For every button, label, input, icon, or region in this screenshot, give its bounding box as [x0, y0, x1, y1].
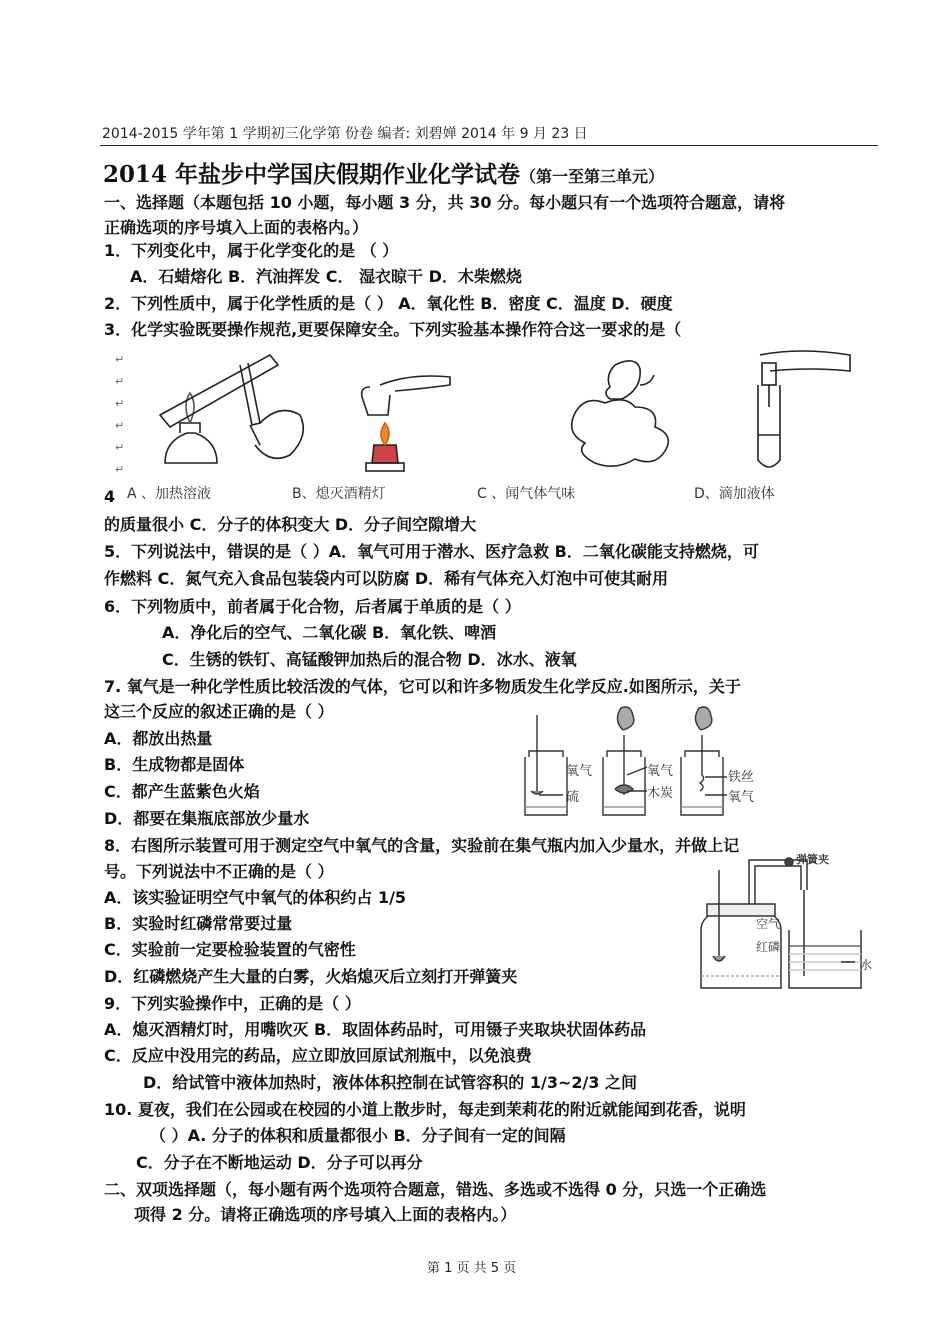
q7-figure [515, 705, 775, 825]
q3-label-c: C 、闻气体气味 [477, 486, 576, 502]
q8-option-a: A．该实验证明空气中氧气的体积约占 1/5 [104, 888, 407, 907]
q2-line: 2．下列性质中，属于化学性质的是（ ） A．氧化性 B．密度 C．温度 D．硬度 [104, 294, 673, 313]
spring-clamp-icon [785, 858, 793, 866]
q3-label-d: D、滴加液体 [694, 486, 775, 502]
q9-options-ab: A．熄灭酒精灯时，用嘴吹灭 B．取固体药品时，可用镊子夹取块状固体药品 [104, 1020, 647, 1039]
q5-line1: 5．下列说法中，错误的是（ ）A．氧气可用于潜水、医疗急救 B．二氧化碳能支持燃烧，可 [104, 542, 759, 561]
q6-options-cd: C．生锈的铁钉、高锰酸钾加热后的混合物 D．冰水、液氧 [162, 650, 577, 669]
q8-label-clamp: 弹簧夹 [796, 853, 829, 866]
drip-liquid-icon [758, 351, 850, 467]
header-rule [100, 145, 878, 146]
q8-line1: 8．右图所示装置可用于测定空气中氧气的含量，实验前在集气瓶内加入少量水，并做上记 [104, 836, 740, 855]
page-header: 2014-2015 学年第 1 学期初三化学第 份卷 编者: 刘碧婵 2014 年 9 月 23 日 [102, 126, 588, 142]
q1-stem: 1．下列变化中，属于化学变化的是 （ ） [104, 241, 399, 260]
q7-option-c: C．都产生蓝紫色火焰 [104, 782, 260, 801]
q3-margin-marks [115, 353, 124, 476]
q8-label-water: 水 [860, 958, 873, 972]
svg-text:↵: ↵ [115, 419, 125, 432]
section2-line2: 项得 2 分。请将正确选项的序号填入上面的表格内。） [134, 1205, 517, 1224]
page-footer: 第 1 页 共 5 页 [427, 1261, 517, 1276]
q1-options: A．石蜡熔化 B．汽油挥发 C． 湿衣晾干 D．木柴燃烧 [130, 267, 522, 286]
section2-line1: 二、双项选择题（，每小题有两个选项符合题意，错选、多选或不选得 0 分，只选一个正确选 [104, 1180, 767, 1199]
q10-line1: 10. 夏夜，我们在公园或在校园的小道上散步时，每走到茉莉花的附近就能闻到花香，说明 [104, 1100, 746, 1119]
q7-label-oxygen-3: 氧气 [728, 790, 755, 805]
q7-label-charcoal: 木炭 [647, 786, 674, 801]
q9-option-c: C．反应中没用完的药品，应立即放回原试剂瓶中，以免浪费 [104, 1046, 532, 1065]
svg-text:↵: ↵ [115, 375, 125, 388]
svg-text:↵: ↵ [115, 397, 125, 410]
q7-option-d: D．都要在集瓶底部放少量水 [104, 809, 310, 828]
q3-label-a: A 、加热溶液 [127, 486, 212, 502]
q8-label-air: 空气 [756, 917, 781, 931]
title-sub: （第一至第三单元） [520, 167, 665, 186]
q6-stem: 6．下列物质中，前者属于化合物，后者属于单质的是（ ） [104, 597, 521, 616]
q10-line2: （ ）A. 分子的体积和质量都很小 B．分子间有一定的间隔 [150, 1126, 566, 1145]
q9-stem: 9．下列实验操作中，正确的是（ ） [104, 994, 361, 1013]
q8-line2: 号。下列说法中不正确的是（ ） [104, 862, 334, 881]
q10-line3: C．分子在不断地运动 D．分子可以再分 [136, 1153, 423, 1172]
q7-line1: 7. 氧气是一种化学性质比较活泼的气体，它可以和许多物质发生化学反应.如图所示，关于 [104, 677, 741, 696]
heating-solution-icon [160, 355, 303, 463]
q7-label-oxygen-1: 氧气 [566, 764, 593, 779]
smell-gas-icon [572, 361, 669, 466]
q3-label-b: B、熄灭酒精灯 [292, 486, 386, 502]
q7-option-a: A．都放出热量 [104, 729, 213, 748]
q7-label-iron-wire: 铁丝 [728, 770, 755, 785]
svg-text:↵: ↵ [115, 441, 125, 454]
title-main: 2014 年盐步中学国庆假期作业化学试卷 [103, 161, 521, 188]
q8-label-red-phosphorus: 红磷 [756, 940, 781, 954]
beaker [789, 930, 861, 988]
page-title [103, 156, 664, 189]
q8-option-b: B．实验时红磷常常要过量 [104, 914, 293, 933]
q8-option-c: C．实验前一定要检验装置的气密性 [104, 940, 356, 959]
q7-line2: 这三个反应的叙述正确的是（ ） [104, 702, 334, 721]
q7-label-sulfur: 硫 [566, 790, 580, 805]
q4-number: 4 [104, 487, 116, 506]
q9-option-d: D．给试管中液体加热时，液体体积控制在试管容积的 1/3~2/3 之间 [143, 1073, 638, 1092]
extinguish-lamp-icon [362, 376, 450, 471]
q3-stem: 3．化学实验既要操作规范,更要保障安全。下列实验基本操作符合这一要求的是（ [104, 320, 682, 339]
q3-figure [110, 345, 870, 505]
svg-text:↵: ↵ [115, 353, 125, 366]
gas-jar-1 [525, 757, 567, 815]
section1-line1: 一、选择题（本题包括 10 小题，每小题 3 分，共 30 分。每小题只有一个选项符合题意，请将 [104, 193, 786, 212]
q4-tail: 的质量很小 C．分子的体积变大 D．分子间空隙增大 [104, 515, 477, 534]
q6-options-ab: A．净化后的空气、二氧化碳 B．氧化铁、啤酒 [162, 623, 497, 642]
q8-option-d: D．红磷燃烧产生大量的白雾，火焰熄灭后立刻打开弹簧夹 [104, 967, 518, 986]
q7-option-b: B．生成物都是固体 [104, 755, 245, 774]
q7-label-oxygen-2: 氧气 [647, 764, 674, 779]
q8-figure [693, 850, 873, 990]
section1-line2: 正确选项的序号填入上面的表格内。） [104, 218, 369, 237]
q5-line2: 作燃料 C．氮气充入食品包装袋内可以防腐 D．稀有气体充入灯泡中可使其耐用 [104, 569, 669, 588]
svg-text:↵: ↵ [115, 463, 125, 476]
